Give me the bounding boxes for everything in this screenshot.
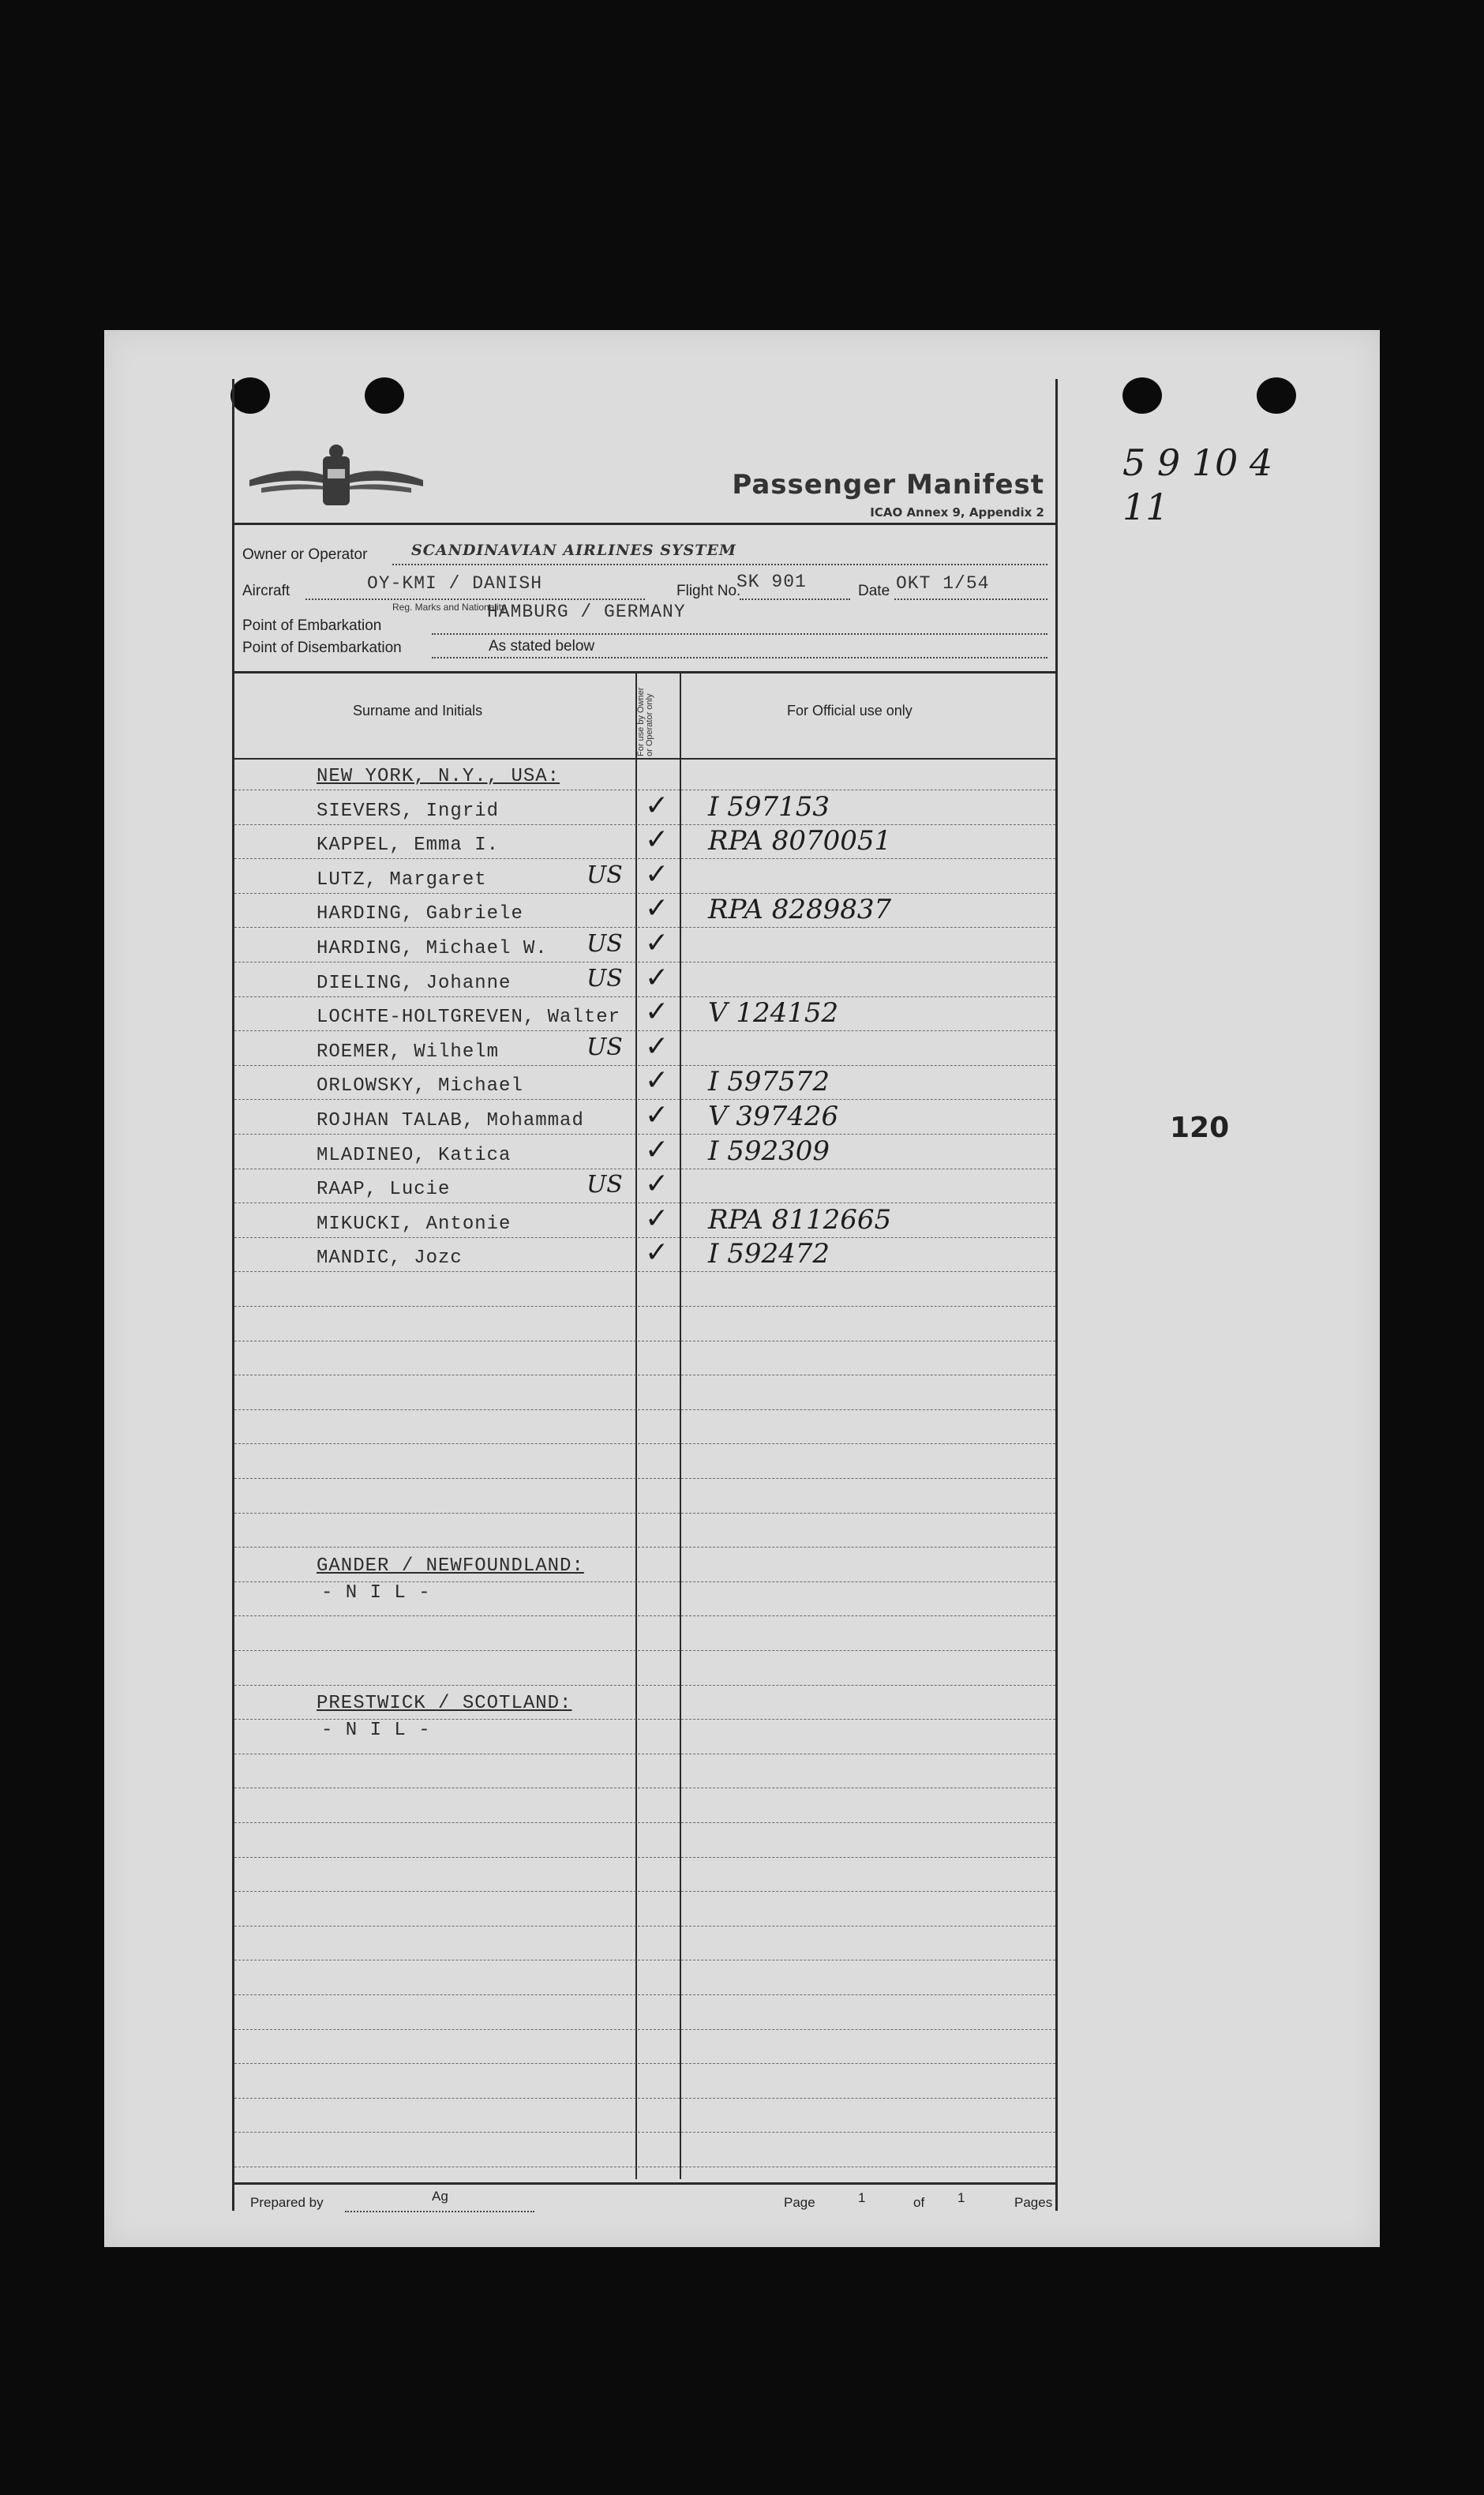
reg-marks-label: Reg. Marks and Nationality xyxy=(392,602,507,613)
prepared-by-line xyxy=(345,2211,534,2212)
passenger-name: RAAP, Lucie xyxy=(317,1179,451,1200)
row-rule xyxy=(234,1615,1055,1616)
row-rule xyxy=(234,1650,1055,1651)
aircraft-line xyxy=(305,598,645,600)
official-note: I 597153 xyxy=(708,791,830,823)
official-note: RPA 8112665 xyxy=(708,1204,892,1236)
flight-value: SK 901 xyxy=(736,572,807,592)
passenger-name: MANDIC, Jozc xyxy=(317,1248,463,1269)
header-rule xyxy=(234,523,1055,525)
check-mark-icon: ✓ xyxy=(645,1030,669,1063)
row-rule xyxy=(234,1271,1055,1272)
prepared-by-value: Ag xyxy=(432,2189,448,2204)
official-note: V 397426 xyxy=(708,1101,839,1132)
col-owner-use-header: For use by Owner or Operator only xyxy=(636,687,654,756)
row-rule xyxy=(234,1891,1055,1892)
prepared-by-label: Prepared by xyxy=(250,2195,324,2210)
row-rule xyxy=(234,1994,1055,1995)
check-mark-icon: ✓ xyxy=(645,790,669,822)
embark-value: HAMBURG / GERMANY xyxy=(487,602,686,622)
form-subtitle: ICAO Annex 9, Appendix 2 xyxy=(870,505,1044,520)
flight-label: Flight No. xyxy=(676,583,741,599)
section-note: - N I L - xyxy=(321,1582,431,1604)
passenger-name: HARDING, Gabriele xyxy=(317,903,523,925)
punch-hole xyxy=(1257,377,1296,414)
passenger-name: MIKUCKI, Antonie xyxy=(317,1214,512,1235)
passenger-name: HARDING, Michael W. xyxy=(317,938,548,959)
passenger-name: DIELING, Johanne xyxy=(317,973,512,994)
check-mark-icon: ✓ xyxy=(645,1064,669,1097)
disembark-value: As stated below xyxy=(489,638,595,655)
nationality-mark: US xyxy=(586,930,623,958)
row-rule xyxy=(234,1443,1055,1444)
of-label: of xyxy=(913,2195,925,2210)
check-mark-icon: ✓ xyxy=(645,858,669,891)
check-mark-icon: ✓ xyxy=(645,962,669,994)
section-note: - N I L - xyxy=(321,1720,431,1741)
row-rule xyxy=(234,2132,1055,2133)
check-mark-icon: ✓ xyxy=(645,1099,669,1131)
row-rule xyxy=(234,1513,1055,1514)
col-official-header: For Official use only xyxy=(787,703,913,718)
owner-label: Owner or Operator xyxy=(242,546,368,563)
manifest-form xyxy=(232,379,1058,2211)
owner-value: SCANDINAVIAN AIRLINES SYSTEM xyxy=(411,542,736,559)
row-rule xyxy=(234,1857,1055,1858)
table-top-rule xyxy=(234,671,1055,673)
official-note: I 592472 xyxy=(708,1238,830,1270)
check-mark-icon: ✓ xyxy=(645,824,669,856)
nationality-mark: US xyxy=(586,1171,623,1199)
row-rule xyxy=(234,1409,1055,1410)
check-mark-icon: ✓ xyxy=(645,996,669,1028)
date-label: Date xyxy=(858,583,890,599)
official-note: I 597572 xyxy=(708,1066,830,1097)
row-rule xyxy=(234,2098,1055,2099)
row-rule xyxy=(234,1547,1055,1548)
col-surname-header: Surname and Initials xyxy=(353,703,483,718)
row-rule xyxy=(234,1926,1055,1927)
official-note: V 124152 xyxy=(708,997,839,1029)
check-mark-icon: ✓ xyxy=(645,927,669,959)
official-note: RPA 8289837 xyxy=(708,894,892,925)
page-stamp-number: 120 xyxy=(1170,1112,1230,1144)
row-rule xyxy=(234,2029,1055,2030)
passenger-name: ROEMER, Wilhelm xyxy=(317,1041,500,1063)
passenger-name: MLADINEO, Katica xyxy=(317,1145,512,1166)
table-header-rule xyxy=(234,758,1055,760)
corner-numbers: 5 9 10 4 11 xyxy=(1122,441,1273,528)
passenger-name: KAPPEL, Emma I. xyxy=(317,835,500,856)
passenger-name: SIEVERS, Ingrid xyxy=(317,801,500,822)
flight-line xyxy=(740,598,850,600)
page-label: Page xyxy=(784,2195,815,2210)
passenger-name: LOCHTE-HOLTGREVEN, Walter xyxy=(317,1007,621,1028)
section-heading: GANDER / NEWFOUNDLAND: xyxy=(317,1555,584,1577)
page-total: 1 xyxy=(957,2190,965,2205)
row-rule xyxy=(234,2063,1055,2064)
page-number: 1 xyxy=(858,2190,866,2205)
check-mark-icon: ✓ xyxy=(645,1134,669,1166)
footer-rule xyxy=(234,2182,1055,2185)
check-mark-icon: ✓ xyxy=(645,1168,669,1200)
nationality-mark: US xyxy=(586,965,623,992)
form-title: Passenger Manifest xyxy=(732,469,1044,501)
embark-label: Point of Embarkation xyxy=(242,617,382,634)
nationality-mark: US xyxy=(586,861,623,889)
section-heading: PRESTWICK / SCOTLAND: xyxy=(317,1693,572,1714)
date-value: OKT 1/54 xyxy=(896,573,990,594)
passenger-name: ORLOWSKY, Michael xyxy=(317,1075,523,1097)
row-rule xyxy=(234,1822,1055,1823)
aircraft-value: OY-KMI / DANISH xyxy=(367,573,543,594)
punch-hole xyxy=(1122,377,1162,414)
row-rule xyxy=(234,1478,1055,1479)
row-rule xyxy=(234,1306,1055,1307)
manifest-sheet xyxy=(104,330,1380,2247)
nationality-mark: US xyxy=(586,1034,623,1061)
disembark-label: Point of Disembarkation xyxy=(242,640,402,656)
section-heading: NEW YORK, N.Y., USA: xyxy=(317,766,560,787)
row-rule xyxy=(234,1685,1055,1686)
official-note: I 592309 xyxy=(708,1135,830,1167)
col-divider-1 xyxy=(635,671,637,2179)
check-mark-icon: ✓ xyxy=(645,1202,669,1235)
check-mark-icon: ✓ xyxy=(645,1236,669,1269)
passenger-name: LUTZ, Margaret xyxy=(317,869,487,891)
official-note: RPA 8070051 xyxy=(708,825,892,857)
passenger-name: ROJHAN TALAB, Mohammad xyxy=(317,1110,584,1131)
aircraft-label: Aircraft xyxy=(242,583,290,599)
check-mark-icon: ✓ xyxy=(645,892,669,925)
embark-line xyxy=(432,633,1047,635)
airline-logo xyxy=(245,441,427,515)
col-divider-2 xyxy=(680,671,681,2179)
owner-line xyxy=(392,564,1047,565)
disembark-line xyxy=(432,657,1047,658)
pages-label: Pages xyxy=(1014,2195,1053,2210)
date-line xyxy=(894,598,1047,600)
